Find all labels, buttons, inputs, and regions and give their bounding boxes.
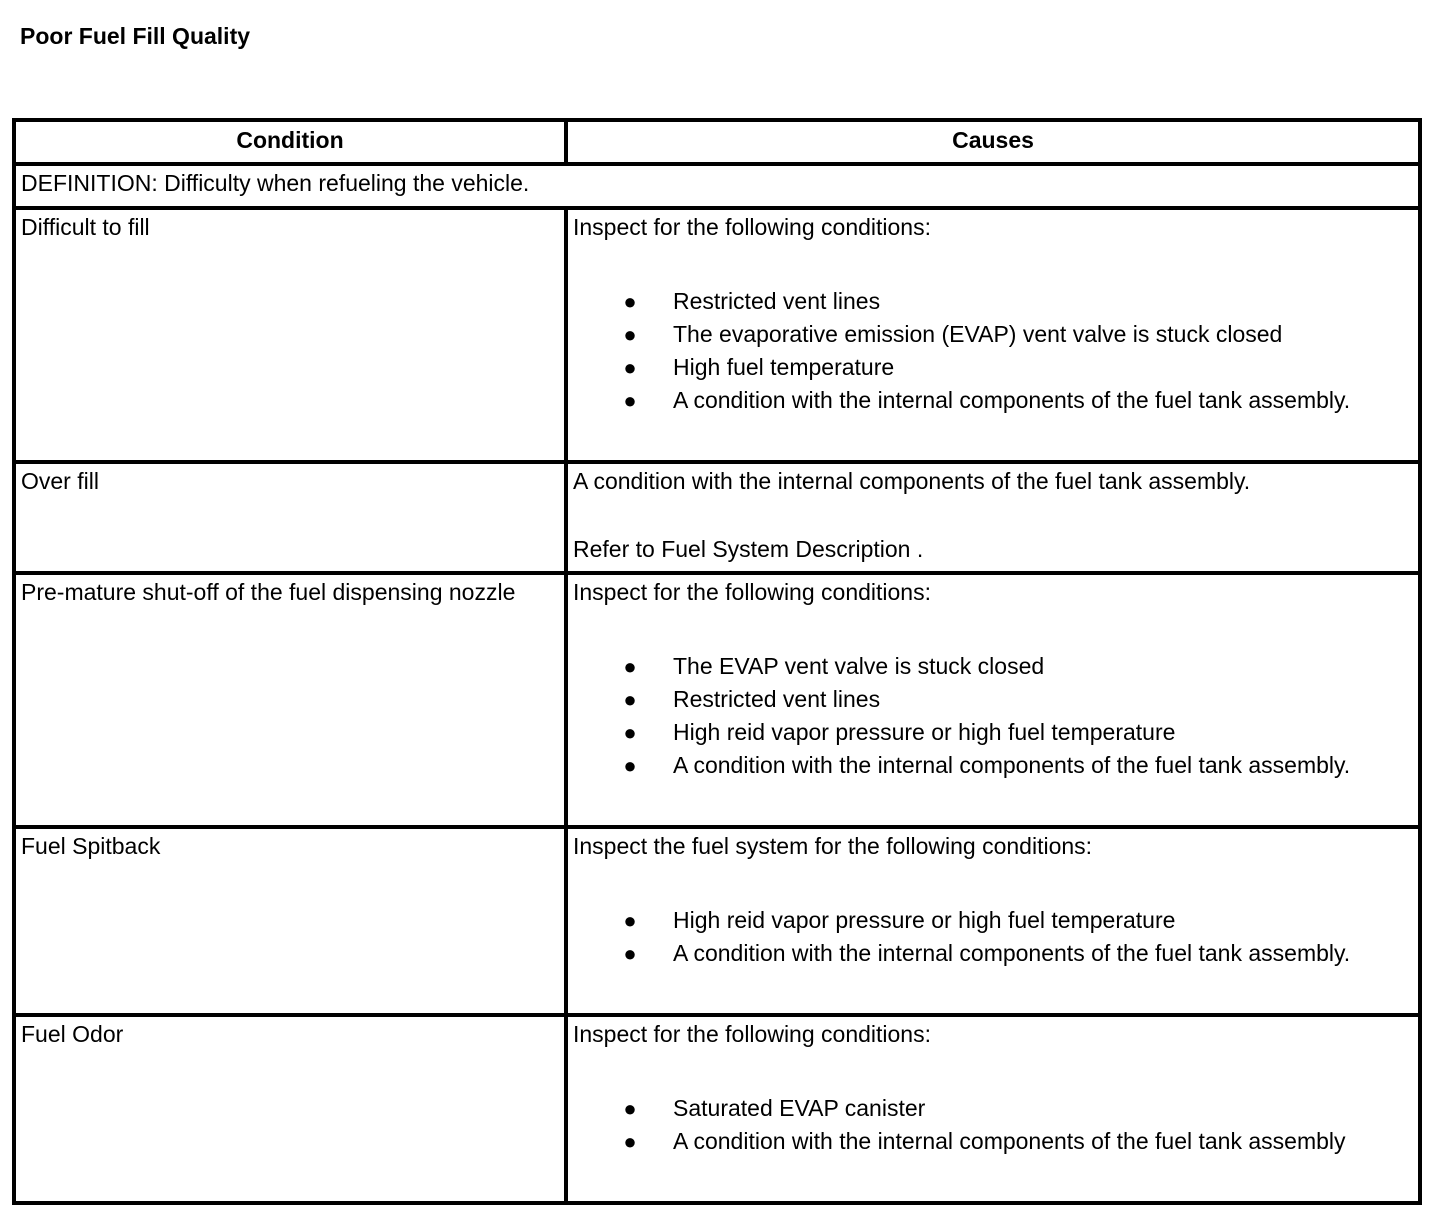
causes-intro: Inspect for the following conditions:	[573, 579, 931, 605]
cause-text: High reid vapor pressure or high fuel temperature	[673, 907, 1176, 933]
causes-intro: A condition with the internal components of the fuel tank assembly.	[573, 468, 1251, 494]
reference-link[interactable]: Refer to Fuel System Description .	[573, 536, 924, 562]
cause-item	[621, 285, 1413, 318]
causes-intro: Inspect the fuel system for the following conditions:	[573, 833, 1093, 859]
cause-item	[621, 1125, 1413, 1158]
page-title: Poor Fuel Fill Quality	[20, 23, 251, 49]
table-row	[14, 208, 1420, 462]
cause-text: High fuel temperature	[673, 354, 895, 380]
cause-item	[621, 384, 1413, 417]
bullet-icon: ●	[623, 1096, 637, 1121]
bullet-icon: ●	[623, 289, 637, 314]
cause-text: A condition with the internal components of the fuel tank assembly	[673, 1128, 1346, 1154]
condition-cell: Fuel Odor	[14, 1015, 566, 1203]
causes-intro: Inspect for the following conditions:	[573, 1021, 931, 1047]
cause-text: Restricted vent lines	[673, 288, 881, 314]
cause-text: A condition with the internal components of the fuel tank assembly.	[673, 387, 1351, 413]
bullet-icon: ●	[623, 654, 637, 679]
condition-cell: Over fill	[14, 462, 566, 573]
table-row	[14, 462, 1420, 573]
table-row	[14, 827, 1420, 1015]
table-header-row	[14, 120, 1420, 164]
definition-row	[14, 164, 1420, 208]
bullet-icon: ●	[623, 322, 637, 347]
cause-text: Saturated EVAP canister	[673, 1095, 926, 1121]
cause-list	[573, 904, 1413, 970]
causes-cell	[566, 573, 1420, 827]
cause-text: Restricted vent lines	[673, 686, 881, 712]
troubleshooting-table	[12, 118, 1422, 1205]
cause-item	[621, 318, 1413, 351]
bullet-icon: ●	[623, 908, 637, 933]
cause-item	[621, 351, 1413, 384]
header-causes: Causes	[566, 120, 1420, 164]
causes-cell	[566, 827, 1420, 1015]
cause-item	[621, 937, 1413, 970]
bullet-icon: ●	[623, 687, 637, 712]
condition-cell: Pre-mature shut-off of the fuel dispensing nozzle	[14, 573, 566, 827]
causes-intro: Inspect for the following conditions:	[573, 214, 931, 240]
bullet-icon: ●	[623, 720, 637, 745]
cause-item	[621, 1092, 1413, 1125]
cause-item	[621, 683, 1413, 716]
cause-list	[573, 285, 1413, 417]
cause-item	[621, 716, 1413, 749]
cause-list	[573, 650, 1413, 782]
cause-text: A condition with the internal components of the fuel tank assembly.	[673, 940, 1351, 966]
bullet-icon: ●	[623, 1129, 637, 1154]
cause-item	[621, 749, 1413, 782]
table-row	[14, 573, 1420, 827]
cause-list	[573, 1092, 1413, 1158]
table-row	[14, 1015, 1420, 1203]
cause-item	[621, 650, 1413, 683]
causes-cell	[566, 208, 1420, 462]
cause-text: The EVAP vent valve is stuck closed	[673, 653, 1045, 679]
bullet-icon: ●	[623, 753, 637, 778]
condition-cell: Difficult to fill	[14, 208, 566, 462]
header-condition: Condition	[14, 120, 566, 164]
definition-text: DEFINITION: Difficulty when refueling the vehicle.	[14, 164, 1420, 208]
cause-text: A condition with the internal components of the fuel tank assembly.	[673, 752, 1351, 778]
causes-cell	[566, 462, 1420, 573]
causes-cell	[566, 1015, 1420, 1203]
condition-cell: Fuel Spitback	[14, 827, 566, 1015]
bullet-icon: ●	[623, 355, 637, 380]
cause-text: The evaporative emission (EVAP) vent valve is stuck closed	[673, 321, 1283, 347]
bullet-icon: ●	[623, 388, 637, 413]
bullet-icon: ●	[623, 941, 637, 966]
cause-item	[621, 904, 1413, 937]
cause-text: High reid vapor pressure or high fuel temperature	[673, 719, 1176, 745]
